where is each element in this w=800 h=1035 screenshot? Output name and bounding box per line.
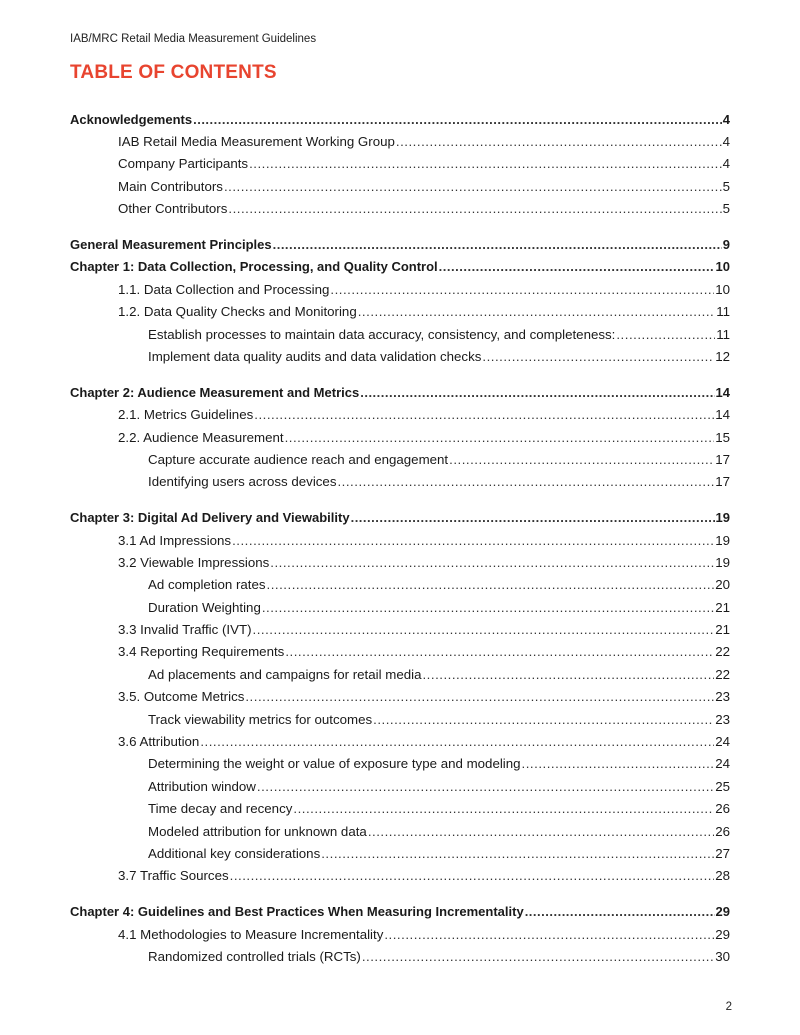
dot-leader (257, 779, 714, 794)
toc-entry-page: 21 (715, 622, 730, 638)
toc-entry-page: 17 (715, 451, 730, 467)
toc-entry-title: 1.1. Data Collection and Processing (118, 281, 330, 297)
toc-section-entry[interactable] (70, 551, 730, 573)
toc-entry-title: IAB Retail Media Measurement Working Group (118, 134, 395, 150)
toc-entry-title: Chapter 4: Guidelines and Best Practices When Measuring Incrementality (70, 904, 524, 920)
toc-chapter-entry[interactable] (70, 506, 730, 528)
toc-entry-title: 2.1. Metrics Guidelines (118, 407, 254, 423)
toc-entry-page: 20 (715, 577, 730, 593)
running-header: IAB/MRC Retail Media Measurement Guidelines (70, 33, 317, 45)
toc-subsection-entry[interactable] (70, 820, 730, 842)
dot-leader (396, 134, 722, 149)
toc-section-entry[interactable] (70, 923, 730, 945)
toc-entry-title: 2.2. Audience Measurement (118, 429, 284, 445)
dot-leader (245, 689, 714, 704)
toc-entry-page: 5 (722, 201, 730, 217)
toc-section-entry[interactable] (70, 426, 730, 448)
toc-entry-page: 21 (715, 599, 730, 615)
toc-entry-title: 1.2. Data Quality Checks and Monitoring (118, 304, 357, 320)
dot-leader (384, 927, 714, 942)
toc-entry-title: 3.1 Ad Impressions (118, 532, 232, 548)
toc-section-entry[interactable] (70, 529, 730, 551)
toc-entry-title: 3.6 Attribution (118, 734, 200, 750)
toc-entry-title: Time decay and recency (148, 801, 293, 817)
toc-entry-title: Modeled attribution for unknown data (148, 823, 367, 839)
dot-leader (285, 430, 715, 445)
toc-entry-page: 10 (715, 281, 730, 297)
toc-entry-title: Ad completion rates (148, 577, 266, 593)
dot-leader (360, 385, 714, 400)
toc-section-entry[interactable] (70, 641, 730, 663)
dot-leader (253, 622, 715, 637)
toc-entry-page: 26 (715, 823, 730, 839)
toc-entry-title: Implement data quality audits and data validation checks (148, 348, 482, 364)
toc-chapter-entry[interactable] (70, 381, 730, 403)
toc-section-entry[interactable] (70, 153, 730, 175)
toc-entry-page: 14 (715, 407, 730, 423)
dot-leader (273, 237, 722, 252)
toc-entry-title: 3.4 Reporting Requirements (118, 644, 285, 660)
toc-entry-page: 5 (722, 178, 730, 194)
toc-subsection-entry[interactable] (70, 345, 730, 367)
toc-entry-page: 15 (715, 429, 730, 445)
toc-entry-page: 29 (715, 904, 730, 920)
toc-section-entry[interactable] (70, 198, 730, 220)
dot-leader (254, 407, 714, 422)
page-title: TABLE OF CONTENTS (70, 62, 277, 83)
dot-leader (422, 667, 714, 682)
toc-entry-title: Identifying users across devices (148, 474, 337, 490)
dot-leader (321, 846, 714, 861)
toc-entry-title: Determining the weight or value of exposure type and modeling (148, 756, 521, 772)
toc-entry-title: Chapter 1: Data Collection, Processing, and Quality Control (70, 259, 438, 275)
toc-section-entry[interactable] (70, 403, 730, 425)
dot-leader (373, 712, 714, 727)
toc-entry-page: 26 (715, 801, 730, 817)
toc-entry-page: 22 (715, 644, 730, 660)
toc-entry-title: Establish processes to maintain data accuracy, consistency, and completeness: (148, 326, 616, 342)
toc-entry-title: Main Contributors (118, 178, 223, 194)
toc-subsection-entry[interactable] (70, 945, 730, 967)
dot-leader (228, 201, 721, 216)
toc-subsection-entry[interactable] (70, 471, 730, 493)
dot-leader (482, 349, 714, 364)
toc-section-entry[interactable] (70, 175, 730, 197)
toc-entry-page: 4 (722, 134, 730, 150)
toc-entry-title: Acknowledgements (70, 111, 193, 127)
toc-subsection-entry[interactable] (70, 775, 730, 797)
toc-section-entry[interactable] (70, 618, 730, 640)
toc-entry-page: 14 (715, 384, 730, 400)
toc-entry-title: Chapter 2: Audience Measurement and Metrics (70, 384, 360, 400)
toc-entry-title: Randomized controlled trials (RCTs) (148, 948, 361, 964)
dot-leader (616, 327, 715, 342)
toc-entry-page: 11 (716, 326, 730, 342)
dot-leader (267, 577, 715, 592)
toc-entry-page: 11 (716, 304, 730, 320)
toc-entry-page: 23 (715, 711, 730, 727)
toc-entry-page: 12 (715, 348, 730, 364)
toc-section-entry[interactable] (70, 130, 730, 152)
toc-entry-page: 9 (722, 237, 730, 253)
toc-subsection-entry[interactable] (70, 708, 730, 730)
dot-leader (232, 533, 714, 548)
toc-entry-page: 24 (715, 756, 730, 772)
dot-leader (439, 259, 715, 274)
toc-entry-title: General Measurement Principles (70, 237, 272, 253)
toc-chapter-entry[interactable] (70, 900, 730, 922)
toc-entry-page: 19 (715, 510, 730, 526)
toc-entry-title: 4.1 Methodologies to Measure Incrementality (118, 926, 384, 942)
toc-entry-page: 27 (715, 845, 730, 861)
toc-entry-page: 22 (715, 666, 730, 682)
toc-entry-page: 28 (715, 868, 730, 884)
toc-subsection-entry[interactable] (70, 448, 730, 470)
toc-subsection-entry[interactable] (70, 663, 730, 685)
toc-entry-page: 19 (715, 554, 730, 570)
toc-section-entry[interactable] (70, 865, 730, 887)
dot-leader (293, 801, 714, 816)
toc-entry-page: 25 (715, 778, 730, 794)
toc-entry-title: Track viewability metrics for outcomes (148, 711, 373, 727)
toc-entry-title: 3.5. Outcome Metrics (118, 689, 245, 705)
dot-leader (249, 156, 722, 171)
toc-subsection-entry[interactable] (70, 753, 730, 775)
dot-leader (193, 112, 722, 127)
toc-entry-page: 17 (715, 474, 730, 490)
toc-subsection-entry[interactable] (70, 842, 730, 864)
dot-leader (522, 756, 715, 771)
toc-subsection-entry[interactable] (70, 574, 730, 596)
toc-entry-title: 3.7 Traffic Sources (118, 868, 229, 884)
dot-leader (362, 949, 714, 964)
page-number: 2 (725, 1001, 732, 1013)
toc-chapter-entry[interactable] (70, 108, 730, 130)
dot-leader (224, 179, 722, 194)
dot-leader (337, 474, 714, 489)
dot-leader (449, 452, 714, 467)
dot-leader (330, 282, 714, 297)
toc-subsection-entry[interactable] (70, 323, 730, 345)
toc-subsection-entry[interactable] (70, 798, 730, 820)
table-of-contents (70, 108, 730, 968)
toc-entry-page: 10 (715, 259, 730, 275)
toc-entry-title: 3.2 Viewable Impressions (118, 554, 270, 570)
toc-entry-page: 23 (715, 689, 730, 705)
toc-entry-title: Ad placements and campaigns for retail media (148, 666, 422, 682)
toc-entry-page: 4 (722, 111, 730, 127)
dot-leader (358, 304, 715, 319)
dot-leader (230, 868, 715, 883)
toc-entry-title: Additional key considerations (148, 845, 321, 861)
toc-entry-page: 30 (715, 948, 730, 964)
toc-entry-title: Attribution window (148, 778, 256, 794)
toc-entry-title: Company Participants (118, 156, 249, 172)
dot-leader (368, 824, 714, 839)
toc-section-entry[interactable] (70, 686, 730, 708)
toc-entry-title: Chapter 3: Digital Ad Delivery and Viewability (70, 510, 350, 526)
dot-leader (525, 904, 715, 919)
toc-chapter-entry[interactable] (70, 256, 730, 278)
toc-section-entry[interactable] (70, 301, 730, 323)
toc-entry-title: Other Contributors (118, 201, 228, 217)
toc-entry-title: 3.3 Invalid Traffic (IVT) (118, 622, 252, 638)
toc-entry-title: Capture accurate audience reach and engagement (148, 451, 449, 467)
toc-section-entry[interactable] (70, 278, 730, 300)
toc-entry-page: 24 (715, 734, 730, 750)
dot-leader (200, 734, 714, 749)
dot-leader (262, 600, 714, 615)
toc-section-entry[interactable] (70, 730, 730, 752)
toc-chapter-entry[interactable] (70, 233, 730, 255)
toc-entry-page: 19 (715, 532, 730, 548)
dot-leader (351, 510, 715, 525)
toc-entry-page: 29 (715, 926, 730, 942)
toc-subsection-entry[interactable] (70, 596, 730, 618)
toc-entry-page: 4 (722, 156, 730, 172)
dot-leader (285, 644, 714, 659)
dot-leader (270, 555, 714, 570)
toc-entry-title: Duration Weighting (148, 599, 261, 615)
